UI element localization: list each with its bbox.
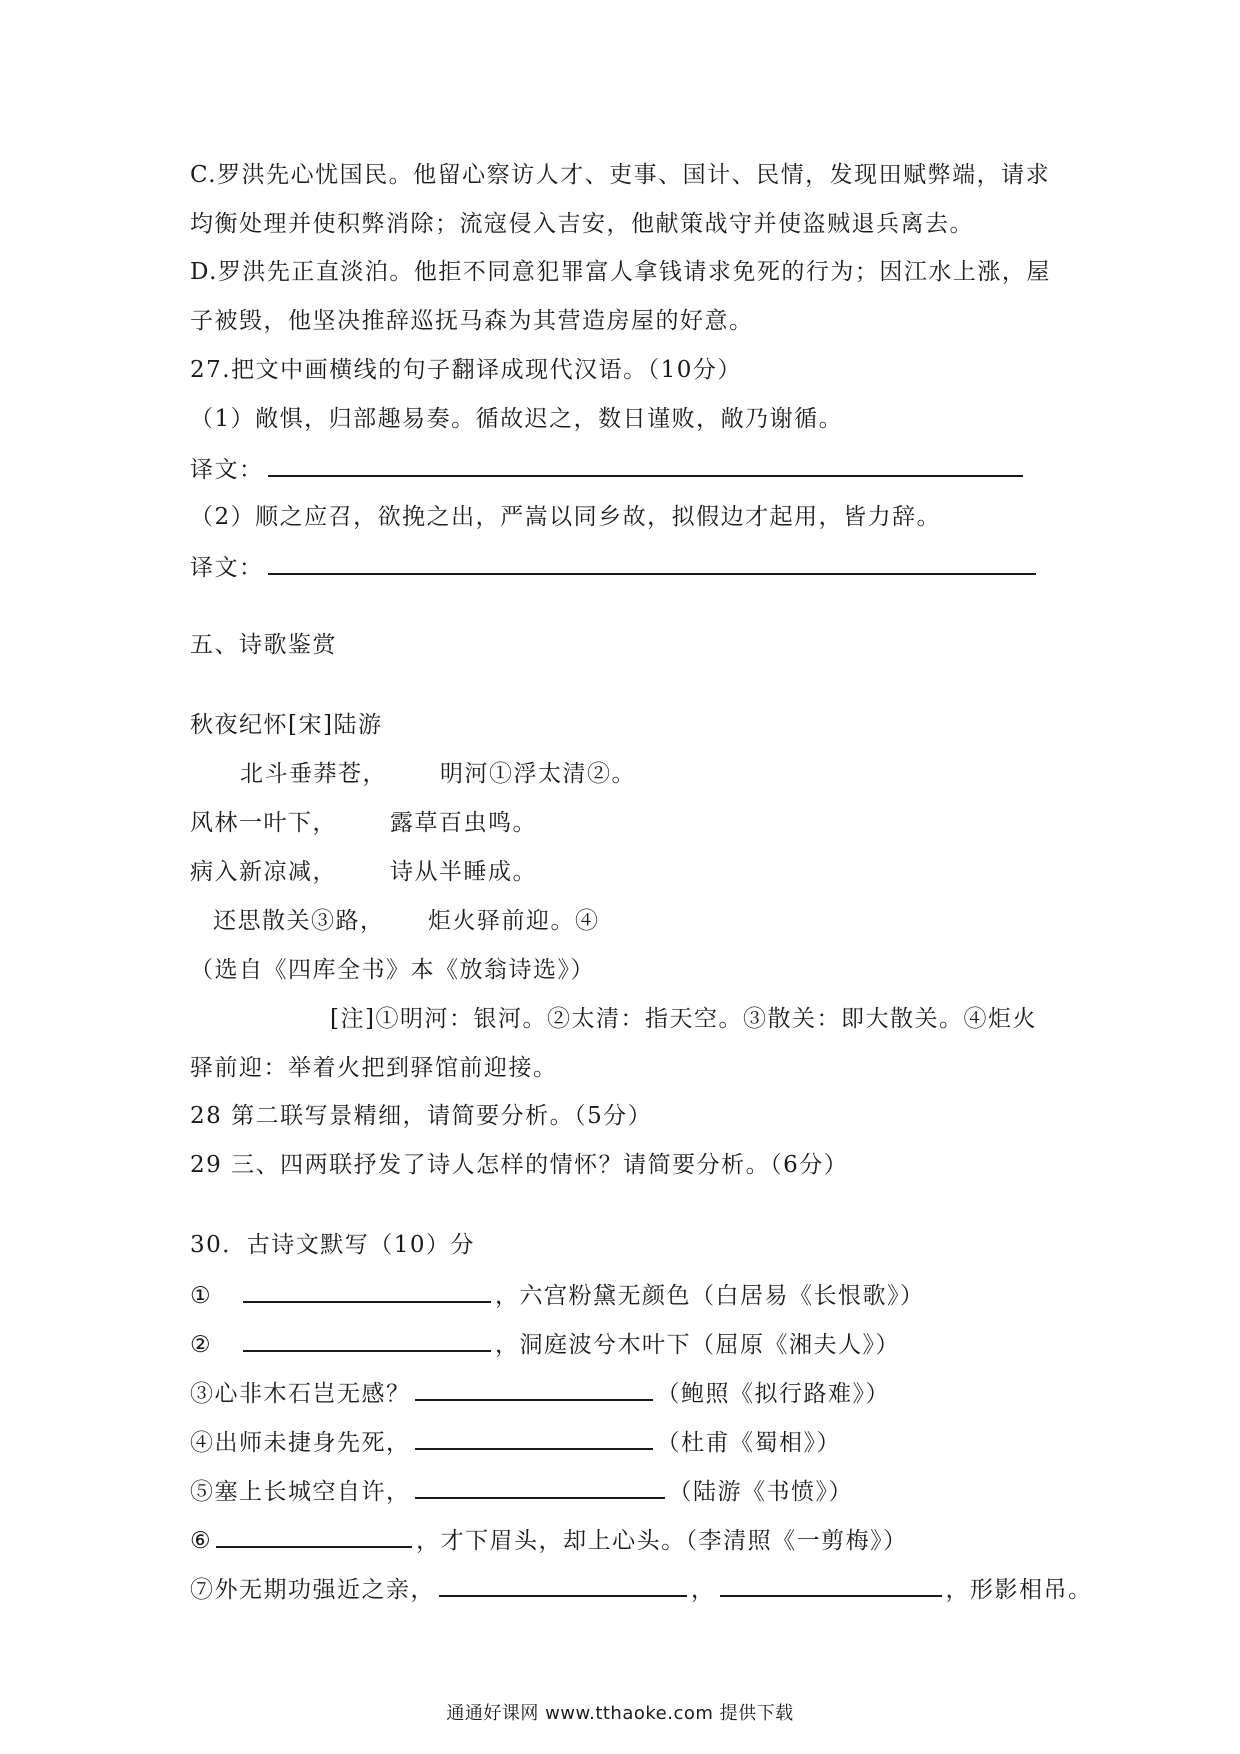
dictation-item-2 bbox=[190, 1328, 900, 1360]
poem-line-2a: 风林一叶下， bbox=[190, 810, 337, 836]
section-heading: 五、诗歌鉴赏 bbox=[190, 632, 337, 658]
item-text: （杜甫《蜀相》） bbox=[656, 1430, 841, 1456]
option-c-line2: 均衡处理并使积弊消除；流寇侵入吉安，他献策战守并使盗贼退兵离去。 bbox=[190, 211, 974, 237]
item-number: ② bbox=[190, 1332, 213, 1358]
dictation-item-6 bbox=[190, 1524, 908, 1556]
dictation-item-4 bbox=[190, 1426, 841, 1458]
answer-blank-1[interactable] bbox=[268, 453, 1023, 477]
poem-line-1a: 北斗垂莽苍， bbox=[240, 761, 387, 787]
item-text: ，才下眉头，却上心头。（李清照《一剪梅》） bbox=[416, 1528, 908, 1554]
item-text: ③心非木石岂无感？ bbox=[190, 1381, 411, 1407]
item-text: ，形影相吊。 bbox=[945, 1577, 1093, 1603]
q27-sentence-2: （2）顺之应召，欲挽之出，严嵩以同乡故，拟假边才起用，皆力辞。 bbox=[190, 504, 942, 530]
item-text: ⑥ bbox=[190, 1528, 213, 1554]
poem-title: 秋夜纪怀[宋]陆游 bbox=[190, 712, 383, 738]
item-text: （鲍照《拟行路难》） bbox=[656, 1381, 890, 1407]
item-text: ， bbox=[691, 1577, 716, 1603]
dictation-blank-1[interactable] bbox=[243, 1279, 491, 1303]
option-d-line1: D.罗洪先正直淡泊。他拒不同意犯罪富人拿钱请求免死的行为；因江水上涨，屋 bbox=[190, 259, 1051, 285]
item-text: （陆游《书愤》） bbox=[668, 1479, 853, 1505]
dictation-blank-6[interactable] bbox=[216, 1524, 412, 1548]
item-text: ⑤塞上长城空自许， bbox=[190, 1479, 411, 1505]
q27-sentence-1: （1）敞惧，归部趣易奏。循故迟之，数日谨败，敞乃谢循。 bbox=[190, 406, 844, 432]
footer-watermark: 通通好课网 www.tthaoke.com 提供下载 bbox=[446, 1703, 794, 1724]
item-text: ④出师未捷身先死， bbox=[190, 1430, 411, 1456]
poem-line-1b: 明河①浮太清②。 bbox=[440, 761, 636, 787]
dictation-blank-2[interactable] bbox=[243, 1328, 491, 1352]
item-number: ① bbox=[190, 1283, 213, 1309]
answer-label: 译文： bbox=[190, 457, 264, 483]
answer-label: 译文： bbox=[190, 555, 264, 581]
q27-title: 27.把文中画横线的句子翻译成现代汉语。（10分） bbox=[190, 357, 742, 383]
poem-line-4a: 还思散关③路， bbox=[213, 908, 385, 934]
option-c-line1: C.罗洪先心忧国民。他留心察访人才、吏事、国计、民情，发现田赋弊端，请求 bbox=[190, 162, 1051, 188]
poem-note-line2: 驿前迎：举着火把到驿馆前迎接。 bbox=[190, 1055, 558, 1081]
dictation-item-1 bbox=[190, 1279, 924, 1311]
answer-blank-2[interactable] bbox=[268, 551, 1036, 575]
dictation-blank-7a[interactable] bbox=[439, 1573, 687, 1597]
dictation-blank-5[interactable] bbox=[415, 1475, 665, 1499]
q29: 29 三、四两联抒发了诗人怎样的情怀？请简要分析。（6分） bbox=[190, 1152, 849, 1178]
poem-line-2b: 露草百虫鸣。 bbox=[390, 810, 537, 836]
poem-line-4b: 炬火驿前迎。④ bbox=[428, 908, 600, 934]
poem-source: （选自《四库全书》本《放翁诗选》） bbox=[190, 957, 595, 983]
option-d-line2: 子被毁，他坚决推辞巡抚马森为其营造房屋的好意。 bbox=[190, 308, 754, 334]
dictation-blank-7b[interactable] bbox=[720, 1573, 942, 1597]
poem-note-line1: [注]①明河：银河。②太清：指天空。③散关：即大散关。④炬火 bbox=[330, 1006, 1037, 1032]
dictation-blank-3[interactable] bbox=[415, 1377, 653, 1401]
item-text: ，洞庭波兮木叶下（屈原《湘夫人》） bbox=[494, 1332, 900, 1358]
q28: 28 第二联写景精细，请简要分析。（5分） bbox=[190, 1103, 653, 1129]
dictation-blank-4[interactable] bbox=[415, 1426, 653, 1450]
item-text: ⑦外无期功强近之亲， bbox=[190, 1577, 435, 1603]
q30-title: 30．古诗文默写（10）分 bbox=[190, 1232, 476, 1258]
q27-answer-1 bbox=[190, 453, 1027, 485]
q27-answer-2 bbox=[190, 551, 1040, 583]
dictation-item-3 bbox=[190, 1377, 890, 1409]
dictation-item-5 bbox=[190, 1475, 853, 1507]
item-text: ，六宫粉黛无颜色（白居易《长恨歌》） bbox=[494, 1283, 925, 1309]
dictation-item-7 bbox=[190, 1573, 1093, 1605]
poem-line-3b: 诗从半睡成。 bbox=[390, 859, 537, 885]
poem-line-3a: 病入新凉减， bbox=[190, 859, 337, 885]
